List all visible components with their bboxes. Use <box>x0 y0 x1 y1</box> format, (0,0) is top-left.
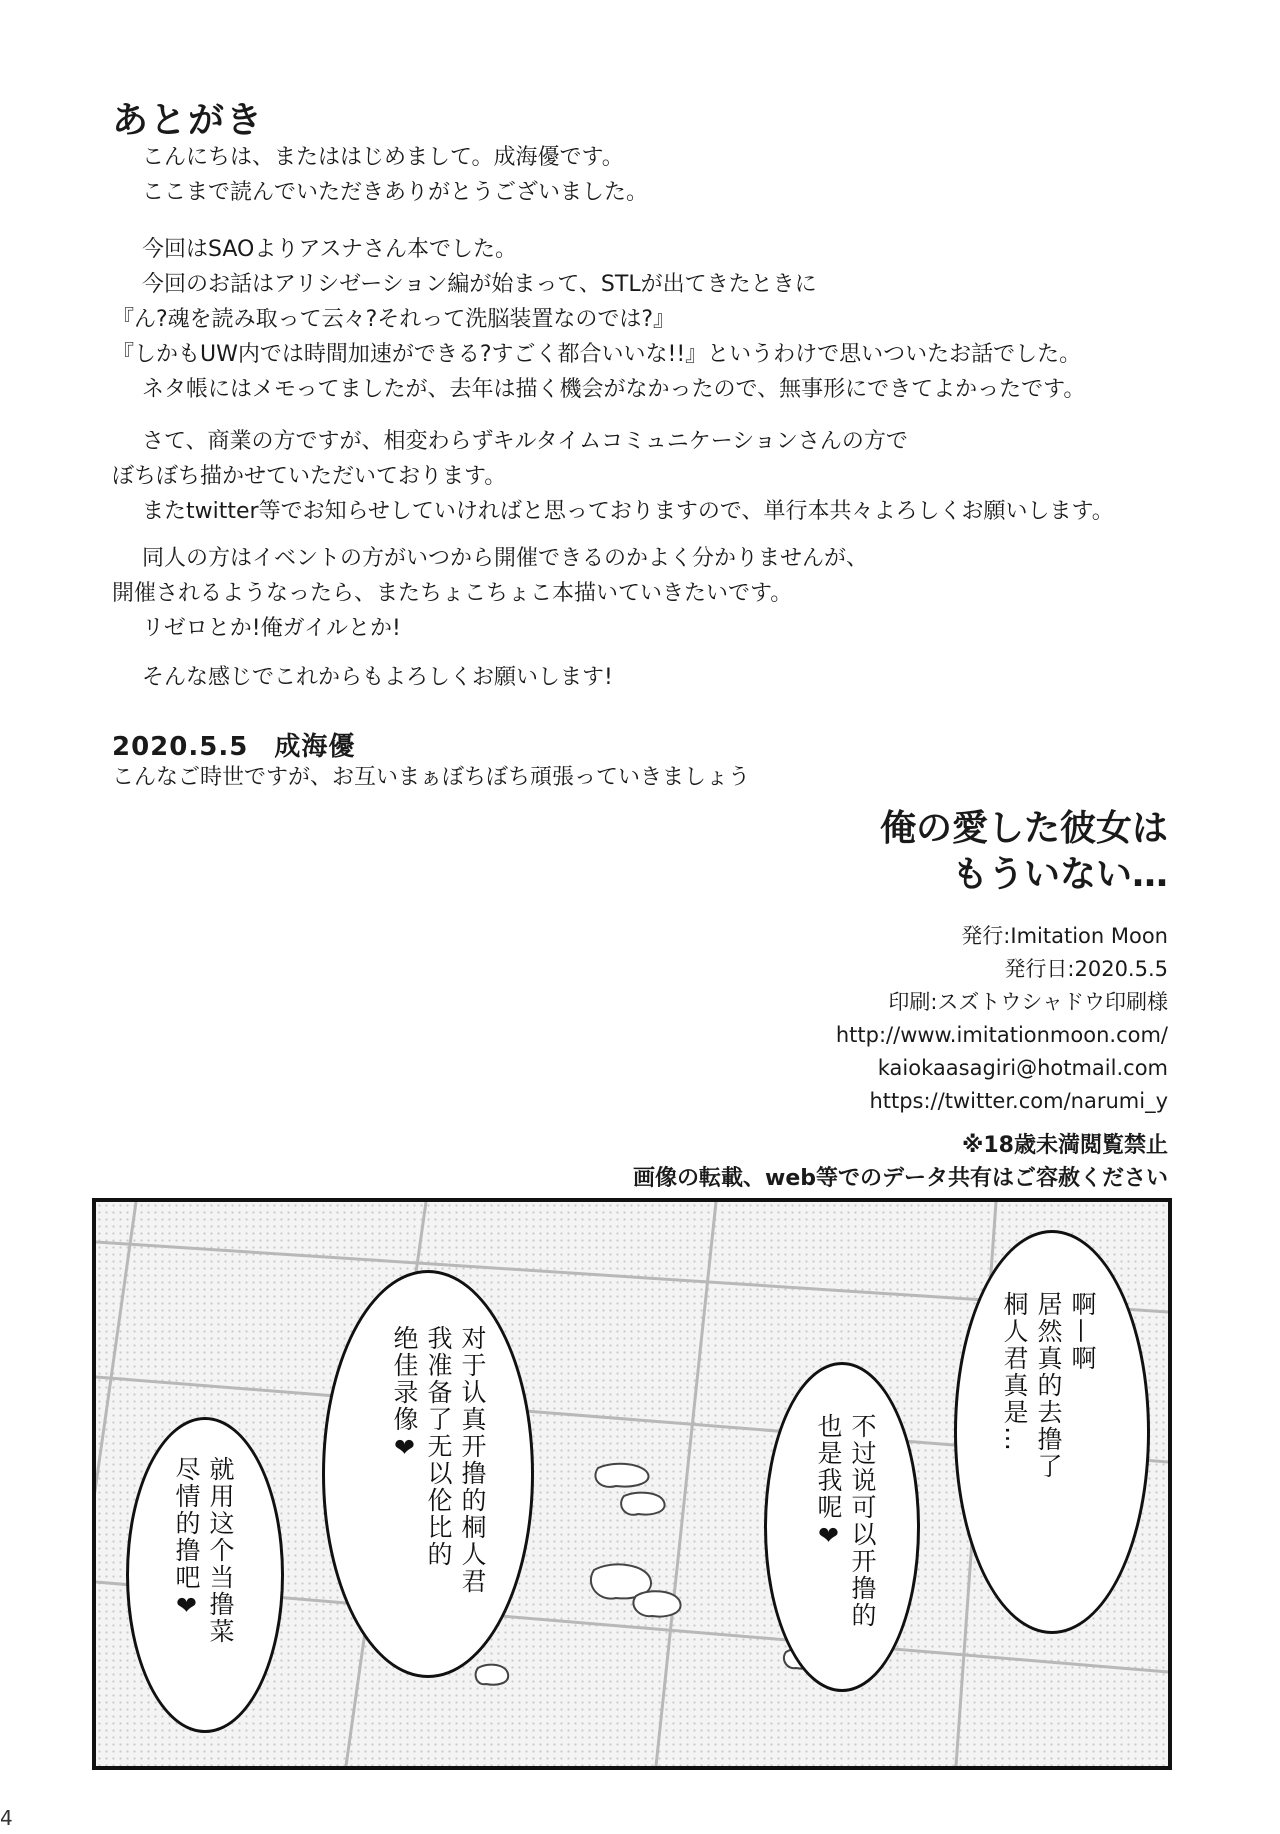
signature <box>112 726 355 763</box>
warning-sharing: 画像の転載、web等でのデータ共有はご容赦ください <box>633 1166 1168 1191</box>
speech-bubble-text <box>997 1291 1099 1480</box>
speech-line: 对于认真开撸的桐人君 <box>458 1325 487 1595</box>
afterword-paragraph-closing <box>112 660 613 695</box>
speech-bubble-center-right <box>764 1362 920 1692</box>
text-line: 同人の方はイベントの方がいつから開催できるのかよく分かりませんが、 <box>142 546 869 571</box>
speech-bubble-text <box>387 1325 489 1595</box>
text-line: ここまで読んでいただきありがとうございました。 <box>142 180 649 205</box>
text-line: ぼちぼち描かせていただいております。 <box>112 464 507 489</box>
afterword-paragraph-story <box>112 232 1085 407</box>
afterword-paragraph-doujin <box>112 541 868 646</box>
book-title-line1: 俺の愛した彼女は <box>879 808 1168 849</box>
speech-line: 啊—啊 <box>1068 1291 1097 1372</box>
text-line: 今回のお話はアリシゼーション編が始まって、STLが出てきたときに <box>142 272 817 297</box>
manga-panel <box>92 1198 1172 1770</box>
afterword-paragraph-greeting <box>112 140 648 210</box>
text-line: 開催されるようなったら、またちょこちょこ本描いていきたいです。 <box>112 581 793 606</box>
speech-line: 就用这个当撸菜 <box>206 1456 235 1645</box>
text-line: そんな感じでこれからもよろしくお願いします! <box>142 665 613 690</box>
speech-line: 我准备了无以伦比的 <box>424 1325 453 1568</box>
book-title-line2: もういない… <box>951 854 1168 895</box>
speech-line: 也是我呢❤ <box>814 1413 843 1552</box>
book-title <box>880 806 1168 898</box>
speech-bubble-far-left <box>126 1417 284 1733</box>
colophon-printer: 印刷:スズトウシャドウ印刷様 <box>888 990 1168 1014</box>
afterword-paragraph-commercial <box>112 424 1114 529</box>
speech-bubble-text <box>169 1456 237 1645</box>
text-line: リゼロとか!俺ガイルとか! <box>142 616 401 641</box>
speech-line: 绝佳录像❤ <box>390 1325 419 1464</box>
page-number: 4 <box>0 1806 13 1830</box>
text-line: さて、商業の方ですが、相変わらずキルタイムコミュニケーションさんの方で <box>142 429 908 454</box>
colophon-website: http://www.imitationmoon.com/ <box>835 1023 1168 1047</box>
speech-line: 尽情的撸吧❤ <box>172 1456 201 1622</box>
signature-note: こんなご時世ですが、お互いまぁぼちぼち頑張っていきましょう <box>112 765 751 790</box>
speech-line: 不过说可以开撸的 <box>848 1413 877 1629</box>
text-line: こんにちは、またははじめまして。成海優です。 <box>142 145 624 170</box>
warning <box>633 1129 1168 1195</box>
colophon-publisher: 発行:Imitation Moon <box>961 924 1168 948</box>
text-line: 今回はSAOよりアスナさん本でした。 <box>142 237 518 262</box>
colophon-issue-date: 発行日:2020.5.5 <box>1004 957 1168 981</box>
colophon-twitter: https://twitter.com/narumi_y <box>869 1089 1168 1113</box>
signature-author: 成海優 <box>274 732 356 762</box>
text-line: 『しかもUW内では時間加速ができる?すごく都合いいな!!』というわけで思いついたお話でした。 <box>112 342 1082 367</box>
colophon-email: kaiokaasagiri@hotmail.com <box>877 1056 1168 1080</box>
speech-bubble-text <box>811 1413 879 1629</box>
afterword-title: あとがき <box>112 100 265 141</box>
warning-age: ※18歳未満閲覧禁止 <box>961 1133 1168 1158</box>
speech-bubble-right <box>954 1230 1150 1634</box>
signature-date: 2020.5.5 <box>112 732 249 762</box>
speech-bubble-center-left <box>322 1270 534 1678</box>
text-line: 『ん?魂を読み取って云々?それって洗脳装置なのでは?』 <box>112 307 676 332</box>
colophon <box>836 920 1168 1118</box>
text-line: またtwitter等でお知らせしていければと思っておりますので、単行本共々よろしくお願いします。 <box>142 499 1114 524</box>
text-line: ネタ帳にはメモってましたが、去年は描く機会がなかったので、無事形にできてよかったです。 <box>142 377 1086 402</box>
speech-line: 桐人君真是… <box>1000 1291 1029 1453</box>
speech-line: 居然真的去撸了 <box>1034 1291 1063 1480</box>
